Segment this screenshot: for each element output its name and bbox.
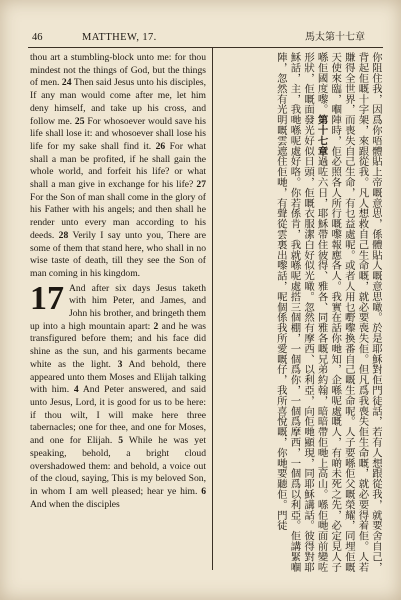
chinese-text: 你阻住我，因爲你唔體貼上帝嘅意思，係體貼人嘅意思噉。於是耶穌對佢門徒話，若有人想跟從我，就要舍自己，背起佢嘅十字架，來跟從我。凡人想救自己生命嘅，就必要喪失佢。但凡爲我喪失佢生命嘅，就必要得着佢。人若賺得全世界，而喪失自己生命，有乜益處呢。或者人用乜嘢嚟換番自己嘅生命呢。人子要喺佢父嘅榮耀，同埋佢嘅天使來臨，嗰陣時，佢必照各人所行嘅嚟報應各人。我實在話你哋知，企喺呢處嘅人，有啲未死之先，必定見人子喺佢國度嚟。第十七章過咗六日，耶穌帶住彼得、雅各、同雅各嘅兄弟約翰，暗暗帶佢哋上高山。喺佢哋面前變咗形狀，佢嘅面發光好似日頭，佢嘅衣服潔白好似光噉。忽然有摩西、以利亞，向佢哋顯現，同耶穌講話。彼得對耶穌話，主，我哋喺呢處好咯。你若係肯，我就喺呢處搭三個棚，一個爲你，一個爲摩西，一個爲以利亞。佢講緊嗰陣，忽然有光明嘅雲遮住佢哋，有聲從雲裏出嚟話，呢個係我所愛嘅仔，我所喜悅嘅，你哋要聽佢。門徒	[274, 52, 382, 573]
english-ch16-text: thou art a stumbling-block unto me: for thou mindest not the things of God, but the things of men. 24 Then said Jesus unto his disciples, If any man would come after me, let him deny himself, and take up his cross, and follow me. 25 For whosoever would save his life shall lose it: and whosoever shall lose his life for my sake shall find it. 26 For what shall a man be profited, if he shall gain the whole world, and forfeit his life? or what shall a man give in exchange for his life? 27 For the Son of man shall come in the glory of his Father with his angels; and then shall he render unto every man according to his deeds. 28 Verily I say unto you, There are some of them that stand here, who shall in no wise taste of death, till they see the Son of man coming in his kingdom.	[30, 52, 207, 279]
chinese-running-head: 馬太第十七章	[305, 32, 365, 43]
page-number: 46	[32, 32, 43, 43]
english-ch17-text: 17 And after six days Jesus taketh with him Peter, and James, and John his brother, and bringeth them up into a high mountain apart: 2 and he was transfigured before them; and his face did shine as the sun, and his garments became white as the light. 3 And behold, there appeared unto them Moses and Elijah talking with him. 4 And Peter answered, and said unto Jesus, Lord, it is good for us to be here: if thou wilt, I will make here three tabernacles; one for thee, and one for Moses, and one for Elijah. 5 While he was yet speaking, behold, a bright cloud overshadowed them: and behold, a voice out of the cloud, saying, This is my beloved Son, in whom I am well pleased; hear ye him. 6 And when the disciples	[30, 279, 206, 510]
chinese-column	[218, 52, 382, 577]
verse-number: 26	[155, 140, 166, 152]
verse-number: 3	[117, 358, 123, 370]
page-header	[24, 30, 387, 46]
verse-number: 27	[196, 179, 206, 191]
chinese-chapter-title: 第十七章	[315, 114, 328, 157]
verse-number: 24	[61, 77, 72, 89]
verse-number: 2	[153, 320, 159, 332]
header-rule	[28, 47, 383, 48]
verse-number: 6	[201, 485, 206, 497]
verse-number: 28	[58, 229, 69, 241]
verse-number: 5	[118, 435, 124, 447]
chapter-number: 17	[30, 279, 64, 317]
running-head: MATTHEW, 17.	[82, 32, 157, 43]
verse-number: 4	[73, 384, 79, 396]
english-column	[30, 52, 206, 511]
column-divider	[212, 47, 213, 570]
verse-number: 25	[74, 115, 85, 127]
